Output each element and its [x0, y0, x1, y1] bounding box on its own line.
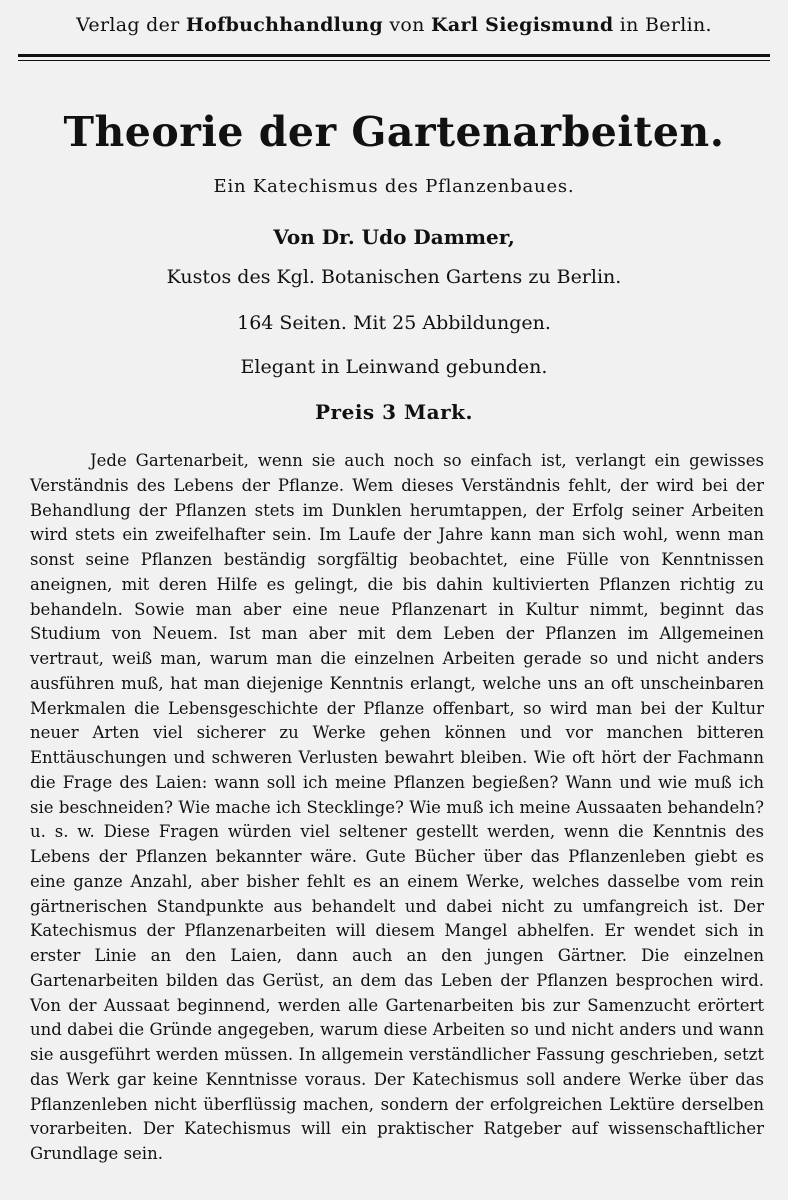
publisher-name: Hofbuchhandlung: [185, 14, 384, 36]
book-price: Preis 3 Mark.: [315, 400, 473, 424]
description-paragraph: Jede Gartenarbeit, wenn sie auch noch so einfach ist, verlangt ein gewisses Verständnis des Lebens der Pflanze. Wem dieses Verständnis fehlt, der wird bei der Behandlung der Pflanzen stets im Dunklen herumtappen, der Erfolg seiner Arbeiten wird stets ein zweifelhafter sein. Im Laufe der Jahre kann man sich wohl, wenn man sonst seine Pflanzen beständig sorgfältig beobachtet, eine Fülle von Kenntnissen aneignen, mit deren Hilfe es gelingt, die bis dahin kultivierten Pflanzen richtig zu behandeln. Sowie man aber eine neue Pflanzenart in Kultur nimmt, beginnt das Studium von Neuem. Ist man aber mit dem Leben der Pflanzen im Allgemeinen vertraut, weiß man, warum man die einzelnen Arbeiten gerade so und nicht anders ausführen muß, hat man diejenige Kenntnis erlangt, welche uns an oft unscheinbaren Merkmalen die Lebensgeschichte der Pflanze offenbart, so wird man bei der Kultur neuer Arten viel sicherer zu Werke gehen können und vor manchen bitteren Enttäuschungen und schweren Verlusten bewahrt bleiben. Wie oft hört der Fachmann die Frage des Laien: wann soll ich meine Pflanzen begießen? Wann und wie muß ich sie beschneiden? Wie mache ich Stecklinge? Wie muß ich meine Aussaaten behandeln? u. s. w. Diese Fragen würden viel seltener gestellt werden, wenn die Kenntnis des Lebens der Pflanzen bekannter wäre. Gute Bücher über das Pflanzenleben giebt es eine ganze Anzahl, aber bisher fehlt es an einem Werke, welches dasselbe vom rein gärtnerischen Standpunkte aus behandelt und dabei nicht zu umfangreich ist. Der Katechismus der Pflanzenarbeiten will diesem Mangel abhelfen. Er wendet sich in erster Linie an den Laien, dann auch an den jungen Gärtner. Die einzelnen Gartenarbeiten bilden das Gerüst, an dem das Leben der Pflanzen besprochen wird. Von der Aussaat beginnend, werden alle Gartenarbeiten bis zur Samenzucht erörtert und dabei die Gründe angegeben, warum diese Arbeiten so und nicht anders und wann sie ausgeführt werden müssen. In allgemein verständlicher Fassung geschrieben, setzt das Werk gar keine Kenntnisse voraus. Der Katechismus soll andere Werke über das Pflanzenleben nicht überflüssig machen, sondern der erfolgreichen Lektüre derselben vorarbeiten. Der Katechismus will ein praktischer Ratgeber auf wissenschaftlicher Grundlage sein.: [30, 451, 764, 1163]
author-affiliation: Kustos des Kgl. Botanischen Gartens zu Berlin.: [166, 266, 622, 288]
book-subtitle: Ein Katechismus des Pflanzenbaues.: [213, 176, 575, 197]
publisher-suffix: in Berlin.: [619, 14, 712, 36]
publisher-mid: von: [389, 14, 425, 36]
header-rule-thick: [18, 54, 770, 57]
publisher-prefix: Verlag der: [76, 14, 180, 36]
header-rule-thin: [18, 60, 770, 61]
book-title: Theorie der Gartenarbeiten.: [63, 108, 725, 156]
binding-info: Elegant in Leinwand gebunden.: [240, 356, 548, 378]
publisher-header: [0, 14, 788, 36]
page-count: 164 Seiten. Mit 25 Abbildungen.: [237, 312, 551, 334]
book-author: Von Dr. Udo Dammer,: [273, 225, 515, 249]
publisher-person: Karl Siegismund: [431, 14, 614, 36]
